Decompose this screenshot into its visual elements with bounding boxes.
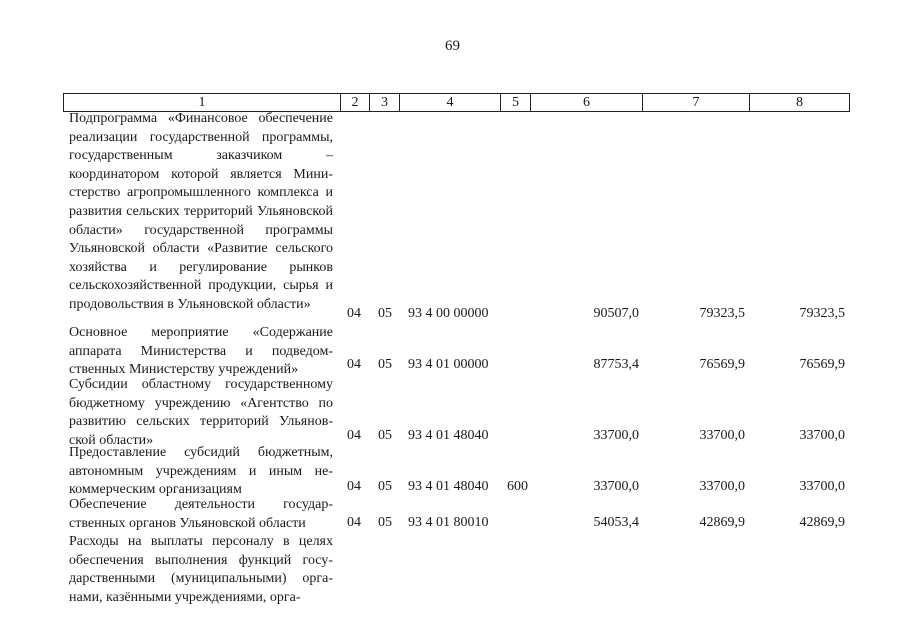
row-amount-2: 79323,5 [699,306,745,321]
row-section: 04 [347,428,361,443]
row-target-code: 93 4 01 48040 [408,479,489,494]
header-col-4: 4 [400,94,501,111]
header-col-6: 6 [531,94,643,111]
row-amount-3: 42869,9 [799,515,845,530]
row-section: 04 [347,515,361,530]
row-amount-1: 33700,0 [593,428,639,443]
row-amount-3: 79323,5 [799,306,845,321]
row-amount-1: 90507,0 [593,306,639,321]
row-description: Подпрограмма «Финансовое обеспечение реализации государственной программы, государственным заказчиком – координатором которой является Министерство агропромышленного комплекса и развития сельских территорий Ульяновской области» государственной программы Ульяновской области «Развитие сельского хозяйства и регулирование рынков сельскохозяйственной продукции, сырья и продовольствия в Ульяновской области» [69,111,333,312]
header-col-7: 7 [643,94,750,111]
header-col-2: 2 [341,94,370,111]
row-target-code: 93 4 01 80010 [408,515,489,530]
row-description: Основное мероприятие «Содержание аппарата Министерства и подведомственных Министерству учреждений» [69,325,333,378]
header-col-1: 1 [64,94,341,111]
row-amount-3: 33700,0 [799,428,845,443]
row-amount-1: 33700,0 [593,479,639,494]
row-amount-2: 42869,9 [699,515,745,530]
row-target-code: 93 4 01 48040 [408,428,489,443]
row-description: Предоставление субсидий бюджетным, автономным учреждениям и иным некоммерческим организациям [69,445,333,498]
row-amount-2: 33700,0 [699,479,745,494]
row-subsection: 05 [378,479,392,494]
page-number: 69 [445,38,460,54]
row-section: 04 [347,306,361,321]
row-subsection: 05 [378,357,392,372]
header-col-3: 3 [370,94,400,111]
row-description: Субсидии областному государственному бюджетному учреждению «Агентство по развитию сельских территорий Ульяновской области» [69,377,333,448]
row-amount-1: 54053,4 [593,515,639,530]
row-subsection: 05 [378,515,392,530]
row-amount-1: 87753,4 [593,357,639,372]
row-description: Расходы на выплаты персоналу в целях обеспечения выполнения функций государственными (муниципальными) органами, казёнными учреждениями, орга- [69,534,333,605]
row-description: Обеспечение деятельности государственных органов Ульяновской области [69,497,333,531]
row-subsection: 05 [378,306,392,321]
row-target-code: 93 4 01 00000 [408,357,489,372]
row-target-code: 93 4 00 00000 [408,306,489,321]
row-amount-3: 33700,0 [799,479,845,494]
row-amount-2: 76569,9 [699,357,745,372]
row-section: 04 [347,357,361,372]
row-subsection: 05 [378,428,392,443]
row-section: 04 [347,479,361,494]
row-amount-2: 33700,0 [699,428,745,443]
header-col-5: 5 [501,94,531,111]
row-amount-3: 76569,9 [799,357,845,372]
row-expense-type: 600 [507,479,528,494]
header-col-8: 8 [796,95,803,110]
